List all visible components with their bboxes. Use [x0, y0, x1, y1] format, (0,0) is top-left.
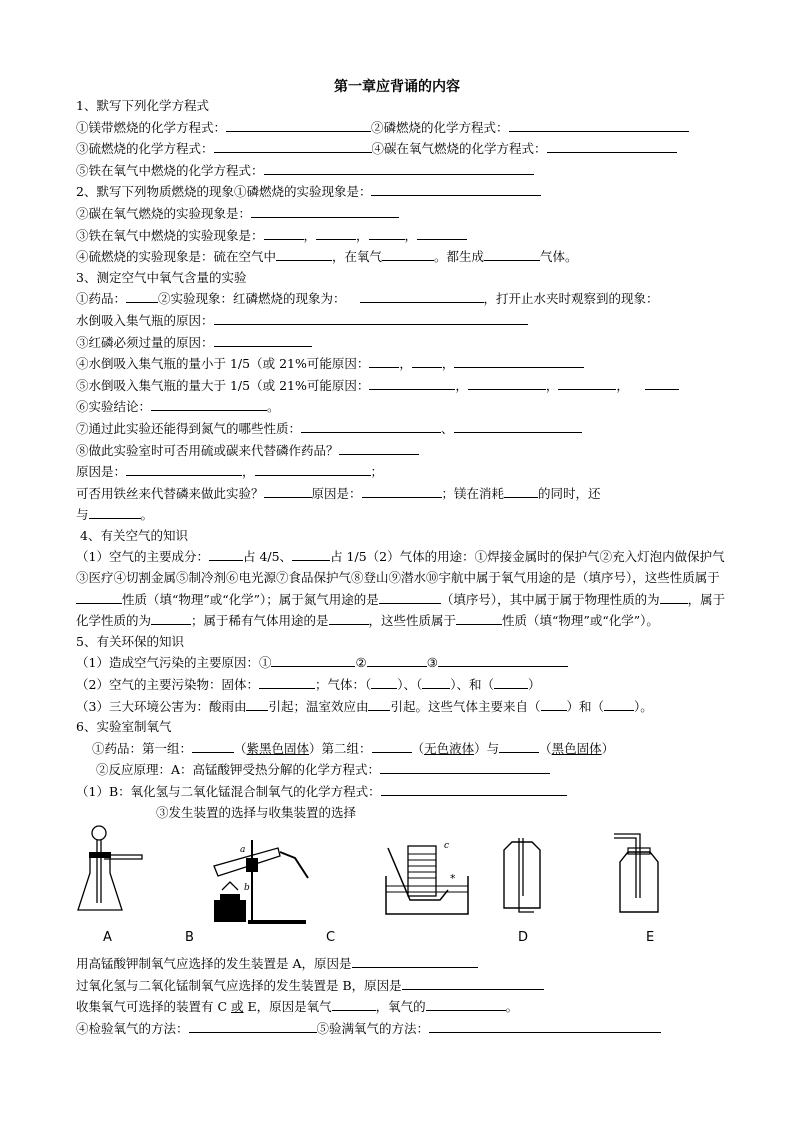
blank[interactable]: [251, 203, 399, 218]
line-12: ④水倒吸入集气瓶的量小于 1/5（或 21%可能原因： ， ，: [76, 353, 726, 375]
oxygen-line-2: ②反应原理：A：高锰酸钾受热分解的化学方程式：: [76, 759, 726, 781]
figure-label-c: C: [326, 930, 336, 945]
section-1-heading: 1、默写下列化学方程式: [76, 98, 209, 113]
env-line-2: （2）空气的主要污染物：固体： ；气体：（ ）、（ ）、和（ ）: [76, 674, 726, 696]
apparatus-e-bottle: [610, 828, 666, 918]
figure-label-b: B: [185, 930, 194, 945]
env-line-1: （1）造成空气污染的主要原因：① ② ③: [76, 652, 726, 674]
label-a: a: [240, 845, 246, 855]
section-5-heading: 5、有关环保的知识: [76, 633, 184, 649]
line-18: 可否用铁丝来代替磷来做此实验？ 原因是： ；镁在消耗 的同时，还: [76, 483, 726, 505]
bottom-line-2: 过氧化氢与二氧化锰制氧气应选择的发生装置是 B，原因是: [76, 975, 726, 997]
blank[interactable]: [509, 117, 689, 132]
oxygen-line-1: ①药品：第一组： （紫黑色固体）第二组： （无色液体）与 （黑色固体）: [76, 738, 726, 760]
blank[interactable]: [264, 160, 534, 175]
section-2-heading: 2、默写下列物质燃烧的现象①磷燃烧的实验现象是：: [76, 181, 726, 203]
svg-text:*: *: [450, 872, 456, 885]
bottom-line-1: 用高锰酸钾制氧气应选择的发生装置是 A，原因是: [76, 953, 726, 975]
section-3-heading: 3、测定空气中氧气含量的实验: [76, 269, 247, 285]
apparatus-b-heating: [200, 838, 315, 926]
oxygen-line-3: （1）B：氧化氢与二氧化锰混合制氧气的化学方程式：: [76, 781, 726, 803]
line-3: ⑤铁在氧气中燃烧的化学方程式：: [76, 160, 726, 182]
air-paragraph: （1）空气的主要成分： 占 4/5、 占 1/5（2）气体的用途：①焊接金属时的保护气②充入灯泡内做保护气③医疗④切割金属⑤制冷剂⑥电光源⑦食品保护气⑧登山⑨潜水⑩宇航中属于氧气用途的是（填序号），这些性质属于性质（填“物理”或“化学”）；属于氮气用途的是 （填序号），其中属于属于物理性质的为 ，属于化学性质的为 ；属于稀有气体用途的是 ，这些性质属于 性质（填“物理”或“化学”）。: [76, 546, 726, 631]
line-7: ④硫燃烧的实验现象是：硫在空气中 ，在氧气 。都生成 气体。: [76, 246, 726, 268]
worksheet-bottom: [76, 953, 726, 1039]
line-5: ②碳在氧气燃烧的实验现象是：: [76, 203, 726, 225]
blank[interactable]: [547, 138, 677, 153]
line-11: ③红磷必须过量的原因：: [76, 332, 726, 354]
bottom-line-4: ④检验氧气的方法： ⑤验满氧气的方法：: [76, 1018, 726, 1040]
line-6: ③铁在氧气中燃烧的实验现象是： ， ， ，: [76, 225, 726, 247]
line-14: ⑥实验结论： 。: [76, 396, 726, 418]
figure-label-a: A: [103, 930, 112, 945]
blank[interactable]: [226, 117, 371, 132]
line-9: ①药品： ②实验现象：红磷燃烧的现象为： ，打开止水夹时观察到的现象：: [76, 288, 726, 310]
line-16: ⑧做此实验室时可否用硫或碳来代替磷作药品？: [76, 440, 726, 462]
worksheet-body: [76, 96, 726, 823]
section-6-heading: 6、实验室制氧气: [76, 719, 172, 735]
blank[interactable]: [371, 181, 541, 196]
bottom-line-3: 收集氧气可选择的装置有 C 或 E，原因是氧气 ，氧气的 。: [76, 996, 726, 1018]
line-10: 水倒吸入集气瓶的原因：: [76, 310, 726, 332]
apparatus-d-bottle: [494, 836, 550, 916]
oxygen-line-4: ③发生装置的选择与收集装置的选择: [156, 804, 357, 820]
label-b: b: [244, 883, 250, 893]
apparatus-a-flask: [72, 825, 152, 920]
env-line-3: （3）三大环境公害为：酸雨由 引起；温室效应由 引起。这些气体主要来自（ ）和（ ）。: [76, 696, 726, 718]
blank[interactable]: [214, 138, 372, 153]
line-13: ⑤水倒吸入集气瓶的量大于 1/5（或 21%可能原因： ， ， ，: [76, 375, 726, 397]
line-1: ①镁带燃烧的化学方程式： ②磷燃烧的化学方程式：: [76, 117, 726, 139]
page-title: 第一章应背诵的内容: [334, 79, 460, 95]
figure-label-d: D: [518, 930, 529, 945]
apparatus-c-water-trough: [380, 838, 470, 918]
line-17: 原因是： ， ；: [76, 461, 726, 483]
line-15: ⑦通过此实验还能得到氮气的哪些性质： 、: [76, 418, 726, 440]
label-c: c: [444, 841, 450, 851]
line-2: ③硫燃烧的化学方程式： ④碳在氧气燃烧的化学方程式：: [76, 138, 726, 160]
figure-label-e: E: [646, 930, 655, 945]
section-4-heading: 4、有关空气的知识: [80, 527, 188, 543]
line-19: 与 。: [76, 504, 726, 526]
